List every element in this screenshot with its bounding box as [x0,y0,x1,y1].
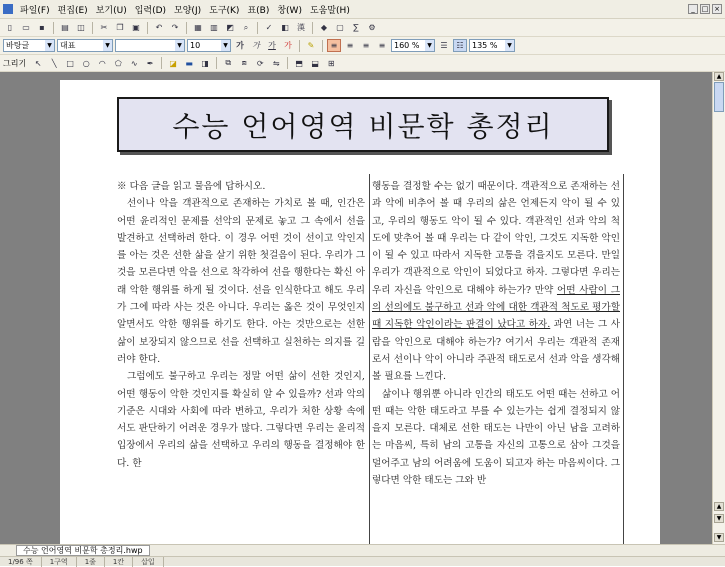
shadow-icon[interactable]: ◨ [201,58,209,68]
toolbar-divider [186,22,187,34]
toolbar-divider [322,40,323,52]
style-combo[interactable] [3,39,55,52]
menu-edit[interactable]: 편집(E) [57,5,88,16]
arc-icon[interactable]: ◠ [98,58,106,68]
style-combo-value: 바탕글 [6,41,30,50]
ungroup-icon[interactable]: ⧈ [241,58,247,67]
bold-icon[interactable]: 가 [236,41,244,50]
toolbar-divider [257,22,258,34]
minimize-icon[interactable]: _ [688,4,698,14]
zoom-value: 135 % [472,41,498,50]
fill-color-icon[interactable]: ◪ [169,58,177,68]
underline-icon[interactable]: 가 [268,41,276,50]
image-icon[interactable]: ◩ [226,23,234,32]
document-title: 수능 언어영역 비문학 총정리 [172,109,554,143]
scroll-up-icon[interactable]: ▲ [714,72,724,81]
status-section: 1구역 [42,557,77,567]
rectangle-icon[interactable]: □ [66,58,74,68]
menu-insert[interactable]: 입력(D) [134,5,167,16]
rotate-icon[interactable]: ⟳ [256,58,264,68]
copy-icon[interactable]: ❐ [116,23,124,32]
menu-bar [0,0,725,19]
font-size-value: 10 [190,41,201,50]
open-folder-icon[interactable]: ▭ [22,23,30,32]
curve-icon[interactable]: ∿ [130,58,138,68]
right-column[interactable] [372,178,620,489]
chevron-down-icon: ▼ [175,40,184,51]
font-color-icon[interactable]: 가 [284,41,292,50]
menu-file[interactable]: 파일(F) [20,5,50,16]
flip-icon[interactable]: ⇋ [272,58,280,68]
pen-icon[interactable]: ✒ [146,58,154,68]
next-page-icon[interactable]: ▼ [714,514,724,523]
toolbar-divider [147,22,148,34]
document-tab[interactable]: 수능 언어영역 비문학 총정리.hwp [16,545,150,556]
font-language-value: 대표 [60,41,76,50]
menu-tools[interactable]: 도구(K) [209,5,240,16]
font-name-combo[interactable] [115,39,185,52]
right-paragraph-1 [372,178,620,386]
status-column: 1칸 [105,557,133,567]
chevron-down-icon: ▼ [221,40,230,51]
numbered-list-icon[interactable]: ☷ [453,39,467,52]
equation-icon[interactable]: ∑ [353,23,359,32]
standard-toolbar [0,19,725,37]
toolbar-divider [161,57,162,69]
align-right-icon[interactable]: ≡ [378,41,386,50]
align-center-icon[interactable]: ≡ [362,41,370,50]
app-icon [3,4,13,14]
toolbar-divider [287,57,288,69]
highlight-icon[interactable]: ✎ [307,41,315,50]
new-document-icon[interactable]: ▯ [7,23,13,32]
window-controls [688,4,722,14]
status-page: 1/96 쪽 [0,557,42,567]
left-column[interactable] [117,178,365,472]
vertical-scrollbar[interactable] [712,72,725,544]
chart-icon[interactable]: ▥ [210,23,218,32]
document-page[interactable] [60,80,660,544]
toolbar-divider [216,57,217,69]
select-arrow-icon[interactable]: ↖ [34,58,42,68]
line-spacing-combo[interactable] [391,39,435,52]
line-icon[interactable]: ╲ [51,58,57,68]
cut-icon[interactable]: ✂ [100,23,108,32]
scroll-down-icon[interactable]: ▼ [714,533,724,542]
font-size-combo[interactable] [187,39,231,52]
group-icon[interactable]: ⧉ [225,58,232,67]
right-paragraph-2: 삶이나 행위뿐 아니라 인간의 태도도 어떤 때는 선하고 어떤 때는 악한 태도라고 부를 수 있는가는 쉽게 결정되지 않을지 모른다. 대체로 선한 태도는 나만이 아닌 남을 고려하는 마음씨, 특히 남의 고통을 자신의 고통으로 삼아 그것을 덜어주고 남의 어려움에 도움이 되고자 하는 마음씨이다. 그렇다면 악한 태도는 그와 반 [372,388,620,487]
left-paragraph-1: 선이나 악을 객관적으로 존재하는 가치로 볼 때, 인간은 어떤 윤리적인 문제를 선악의 문제로 놓고 그 속에서 선을 발견하고 선택하려 한다. 이 경우 어떤 것이 선이고 악인지를 아는 것은 선한 삶을 살기 위한 첫걸음이 된다. 우리가 그것을 모른다면 악을 선으로 착각하여 선을 행한다는 확신 아래 악한 행위를 하게 될 것이다. 선을 인식한다고 해도 우리가 그에 따라 사는 것은 아니다. 우리는 옳은 것이 무엇인지 알면서도 악한 행위를 하기도 한다. 아는 것만으로는 선한 삶이 보장되지 않으므로 선을 선택하고 실천하는 의지를 길러야 한다. [117,198,365,365]
chevron-down-icon: ▼ [103,40,112,51]
table-icon[interactable]: ▦ [194,23,202,32]
align-left-icon[interactable]: ≡ [346,41,354,50]
status-bar [0,556,725,566]
toolbar-divider [312,22,313,34]
toolbar-divider [299,40,300,52]
font-language-combo[interactable] [57,39,113,52]
status-mode: 삽입 [133,557,164,567]
hanja-icon[interactable]: 漢 [297,23,305,32]
document-workspace[interactable] [0,72,712,544]
italic-icon[interactable]: 가 [252,41,260,50]
shape-icon[interactable]: ◆ [320,23,328,32]
spellcheck-icon[interactable]: ✓ [265,23,273,32]
chevron-down-icon: ▼ [505,40,514,51]
menu-view[interactable]: 보기(U) [95,5,127,16]
underlined-passage: 어떤 사람이 그의 선의에도 불구하고 선과 악에 대한 객관적 척도로 평가할 때 지독한 악인이라는 판결이 났다고 하자. [372,284,620,331]
drawing-toolbar [0,55,725,72]
zoom-combo[interactable] [469,39,515,52]
chevron-down-icon: ▼ [45,40,54,51]
line-spacing-value: 160 % [394,41,420,50]
question-notice: ※ 다음 글을 읽고 물음에 답하시오. [117,181,266,192]
formatting-toolbar [0,37,725,55]
menu-window[interactable]: 창(W) [277,5,302,16]
menu-table[interactable]: 표(B) [247,5,270,16]
status-line: 1줄 [77,557,105,567]
send-back-icon[interactable]: ⬓ [311,58,319,68]
scroll-thumb[interactable] [714,82,724,112]
polygon-icon[interactable]: ⬠ [114,58,122,68]
line-color-icon[interactable]: ▬ [185,58,193,68]
dictionary-icon[interactable]: ◧ [281,23,289,32]
prev-page-icon[interactable]: ▲ [714,502,724,511]
find-icon[interactable]: ⌕ [243,22,249,32]
document-tab-bar [0,544,725,556]
save-icon[interactable]: ▪ [39,23,45,32]
redo-icon[interactable]: ↷ [171,23,179,32]
chevron-down-icon: ▼ [425,40,434,51]
toolbar-divider [92,22,93,34]
undo-icon[interactable]: ↶ [155,23,163,32]
toolbar-divider [53,22,54,34]
align-objects-icon[interactable]: ⊞ [327,58,335,68]
restore-icon[interactable]: □ [701,5,709,13]
title-box[interactable] [117,97,609,152]
menu-help[interactable]: 도움말(H) [309,5,350,16]
print-icon[interactable]: ▤ [61,23,69,32]
ellipse-icon[interactable]: ○ [82,58,90,68]
bring-front-icon[interactable]: ⬒ [295,58,303,68]
bullet-list-icon[interactable]: ☰ [440,41,448,50]
left-paragraph-2: 그럼에도 불구하고 우리는 정말 어떤 삶이 선한 것인지, 어떤 행동이 악한 것인지를 확실히 알 수 있을까? 선과 악의 기준은 시대와 사회에 따라 변하고, 우리가 처한 상황 속에서도 판단하기 어려운 경우가 많다. 그렇다면 우리는 윤리적 입장에서 우리의 삶을 선택하고 우리의 행동을 결정해야 한다. 한 [117,371,365,469]
column-divider-left [369,174,370,544]
align-justify-icon[interactable]: ≡ [327,39,341,52]
right-text-before-underline: 행동을 결정할 수는 없기 때문이다. 객관적으로 존재하는 선과 악에 비추어 볼 때 우리의 삶은 언제든지 악이 될 수 있고, 우리의 행동도 악이 될 수 있다. 객관적인 선과 악의 척도에 맞추어 볼 때 우리는 다 같이 악인, 그것도 지독한 악인이 될 수 있고 따라서 지독한 고통을 겪을지도 모른다. 만일 우리가 객관적으로 악인이 되었다고 하자. 그렇다면 우리는 우리 자신을 악인으로 대해야 하는가? 만약 [372,181,620,296]
settings-icon[interactable]: ⚙ [368,23,376,32]
close-icon[interactable]: × [712,4,722,14]
print-preview-icon[interactable]: ◫ [77,23,85,32]
right-text-after-underline: 과연 너는 그 사람을 악인으로 대해야 하는가? 여기서 우리는 객관적 존재로서 선이나 악이 아니라 주관적 태도로서 선과 악을 생각해 볼 필요를 느낀다. [372,319,620,383]
menu-format[interactable]: 모양(J) [174,5,202,16]
drawing-toolbar-label: 그리기 [3,58,27,68]
paste-icon[interactable]: ▣ [132,23,140,32]
textbox-icon[interactable]: ▢ [336,23,344,32]
column-divider-right [623,174,624,544]
